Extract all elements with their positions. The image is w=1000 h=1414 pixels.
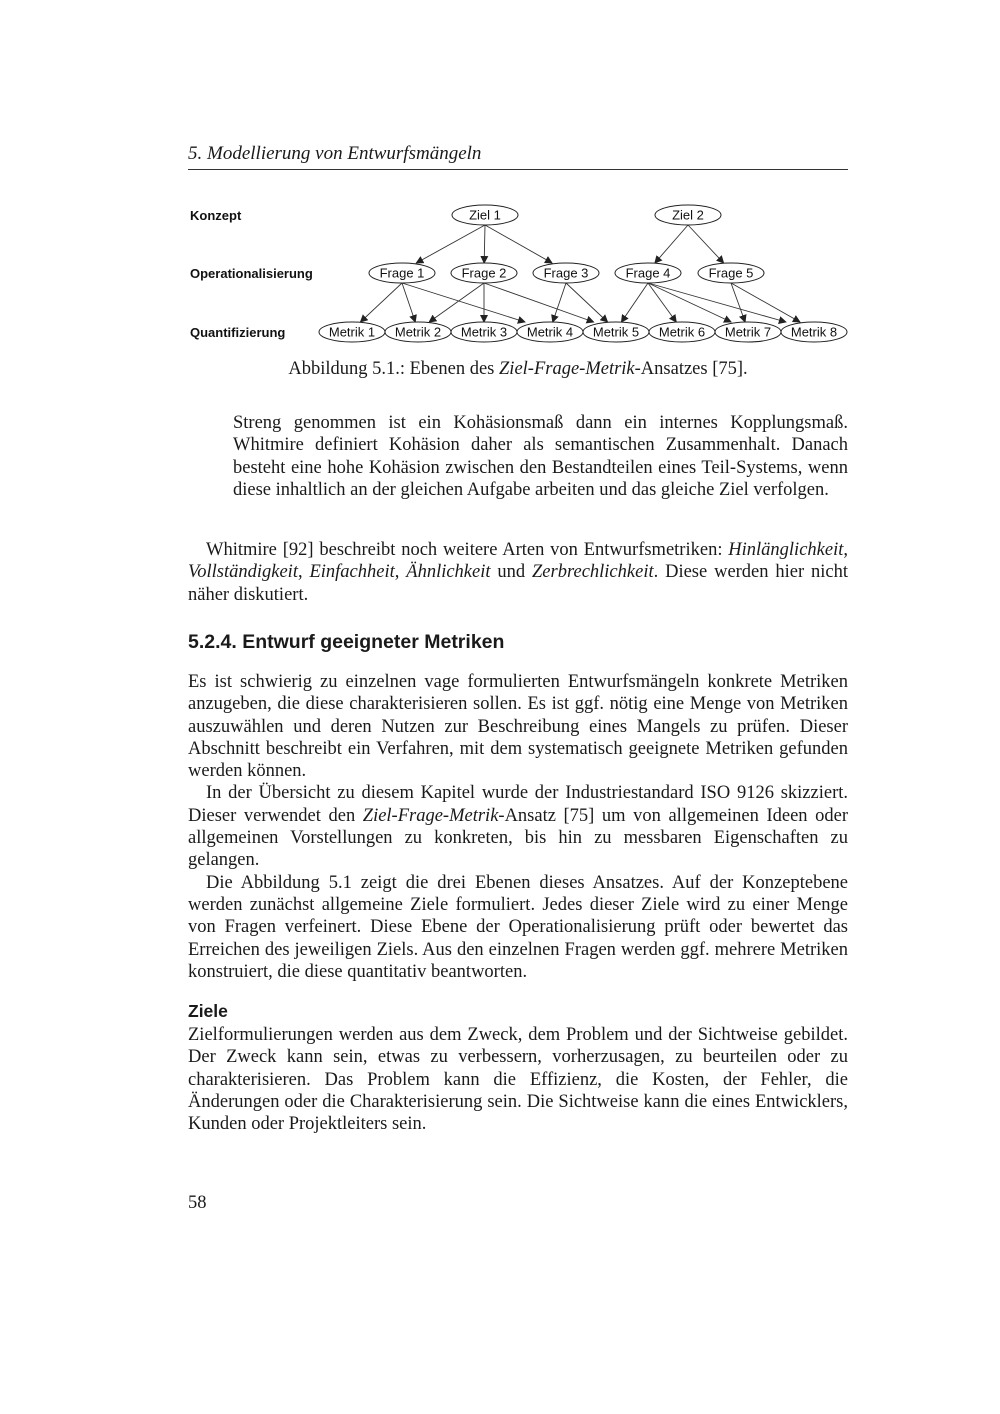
node-label: Metrik 8 — [790, 324, 838, 340]
diagram-edge — [485, 225, 552, 263]
node-label: Metrik 1 — [328, 324, 376, 340]
node-label: Metrik 7 — [724, 324, 772, 340]
node-label: Frage 5 — [708, 265, 754, 281]
header-rule — [188, 169, 848, 170]
diagram-edge — [416, 225, 485, 263]
caption-prefix: Abbildung 5.1.: Ebenen des — [288, 359, 500, 379]
section-heading: 5.2.4. Entwurf geeigneter Metriken — [188, 631, 505, 653]
quote-text: Streng genommen ist ein Kohäsionsmaß dann ein internes Kopplungsmaß. Whitmire definiert Kohäsion daher als semantischen Zusammenhalt. Danach besteht eine hohe Kohäsion zwischen den Bestandteilen eines Teil-Systems, wenn diese inhaltlich an der gleichen Aufgabe arbeiten und das gleiche Ziel verfolgen. — [233, 413, 848, 500]
diagram-edge — [484, 225, 485, 263]
diagram-edge — [484, 283, 594, 322]
node-label: Metrik 6 — [658, 324, 706, 340]
diagram-edge — [429, 283, 484, 322]
level-label: Quantifizierung — [190, 325, 286, 340]
metric-node — [583, 322, 649, 342]
diagram-edge — [566, 283, 608, 322]
metric-node — [649, 322, 715, 342]
diagram-edge — [655, 225, 688, 263]
question-node — [615, 263, 681, 283]
figure-caption — [188, 356, 848, 382]
ziele-body — [188, 1024, 848, 1135]
caption-suffix: -Ansatzes [75]. — [634, 359, 748, 379]
question-node — [698, 263, 764, 283]
section-paragraph-2 — [188, 782, 848, 871]
node-label: Metrik 5 — [592, 324, 640, 340]
italic-term: Einfachheit — [309, 562, 395, 583]
page-number: 58 — [188, 1193, 207, 1213]
diagram-edge — [621, 283, 648, 322]
question-node — [369, 263, 435, 283]
question-node — [533, 263, 599, 283]
diagram-edge — [553, 283, 566, 322]
running-header: 5. Modellierung von Entwurfsmängeln — [188, 143, 482, 164]
metric-node — [319, 322, 385, 342]
text-run: , — [297, 562, 310, 583]
quote-paragraph — [233, 412, 848, 501]
diagram-edge — [688, 225, 724, 263]
metric-node — [517, 322, 583, 342]
goal-node — [655, 205, 721, 225]
design-metrics-text — [188, 539, 848, 606]
level-label: Operationalisierung — [190, 266, 313, 281]
subsection-heading: Ziele — [188, 1001, 228, 1021]
node-label: Metrik 2 — [394, 324, 442, 340]
diagram-edge — [648, 283, 731, 322]
node-label: Frage 1 — [379, 265, 425, 281]
text-run: In der Übersicht zu diesem Kapitel wurde der Industriestandard ISO 9126 skizziert. Dieser verwendet den — [188, 783, 848, 826]
italic-term: Vollständigkeit — [188, 562, 298, 583]
italic-term: Ähnlichkeit — [406, 562, 491, 583]
text-run: . Diese werden hier nicht näher diskutiert. — [188, 562, 849, 605]
node-label: Frage 2 — [461, 265, 507, 281]
node-label: Frage 4 — [625, 265, 671, 281]
italic-term: Ziel-Frage-Metrik — [362, 805, 499, 826]
diagram-edge — [402, 283, 525, 322]
diagram-edge — [360, 283, 402, 322]
italic-term: Hinlänglichkeit — [728, 540, 844, 560]
metric-node — [385, 322, 451, 342]
section-body — [188, 671, 848, 983]
diagram-edge — [731, 283, 745, 322]
metric-node — [781, 322, 847, 342]
text-run: , — [843, 540, 848, 560]
diagram-edge — [402, 283, 415, 322]
design-metrics-paragraph — [188, 539, 848, 606]
goal-node — [452, 205, 518, 225]
metric-node — [451, 322, 517, 342]
section-paragraph-1: Es ist schwierig zu einzelnen vage formulierten Entwurfsmängeln konkrete Metriken anzugeben, die diese charakterisieren sollen. Es ist ggf. nötig eine Menge von Metriken auszuwählen und deren Nutzen zur Beschreibung eines Mangels zu prüfen. Dieser Abschnitt beschreibt ein Verfahren, mit dem systematisch geeignete Metriken gefunden werden können. — [188, 672, 848, 782]
caption-italic: Ziel-Frage-Metrik — [499, 359, 635, 379]
node-label: Frage 3 — [543, 265, 589, 281]
section-paragraph-3: Die Abbildung 5.1 zeigt die drei Ebenen dieses Ansatzes. Auf der Konzeptebene werden zunächst allgemeine Ziele formuliert. Jedes dieser Ziele wird zu einer Menge von Fragen verfeinert. Diese Ebene der Operationalisierung prüft oder bewertet das Erreichen des jeweiligen Ziels. Aus den einzelnen Fragen werden ggf. mehrere Metriken konstruiert, die diese quantitativ beantworten. — [188, 872, 848, 982]
level-label: Konzept — [190, 208, 242, 223]
question-node — [451, 263, 517, 283]
text-run: Whitmire [92] beschreibt noch weitere Arten von Entwurfsmetriken: — [206, 540, 729, 560]
gqm-figure — [0, 190, 1000, 355]
text-run: und — [490, 562, 533, 583]
text-run: , — [394, 562, 407, 583]
italic-term: Zerbrechlichkeit — [532, 562, 654, 583]
text-run: -Ansatz [75] um von allgemeinen Ideen oder allgemeinen Vorstellungen zu konkreten, bis hin zu messbaren Eigenschaften zu gelangen. — [188, 805, 848, 871]
node-label: Ziel 2 — [672, 207, 704, 223]
node-label: Metrik 3 — [460, 324, 508, 340]
metric-node — [715, 322, 781, 342]
gqm-diagram — [0, 190, 1000, 355]
ziele-paragraph: Zielformulierungen werden aus dem Zweck, dem Problem und der Sichtweise gebildet. Der Zweck kann sein, etwas zu verbessern, vorherzusagen, zu beurteilen oder zu charakterisieren. Das Problem kann die Effizienz, die Kosten, der Fehler, die Änderungen oder die Charakterisierung sein. Die Sichtweise kann die eines Entwicklers, Kunden oder Projektleiters sein. — [188, 1025, 848, 1135]
diagram-edge — [648, 283, 676, 322]
node-label: Ziel 1 — [469, 207, 501, 223]
node-label: Metrik 4 — [526, 324, 574, 340]
